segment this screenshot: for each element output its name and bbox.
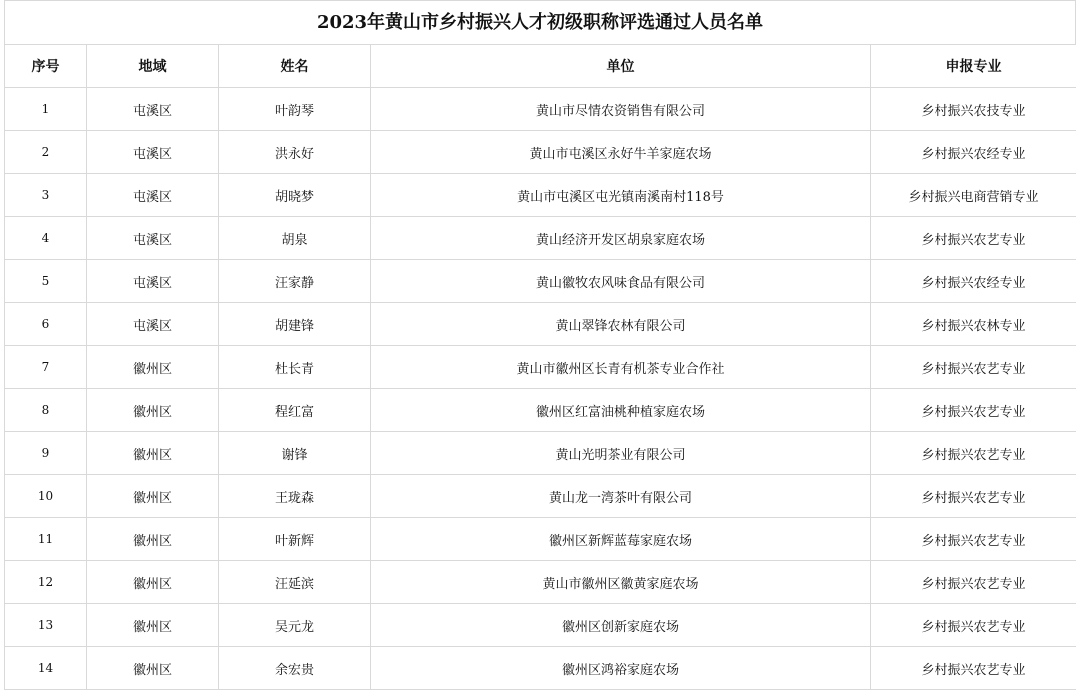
- cell-specialty: 乡村振兴农经专业: [871, 131, 1077, 174]
- cell-region: 徽州区: [87, 647, 219, 690]
- cell-index: 10: [5, 475, 87, 518]
- roster-table: [4, 44, 1076, 690]
- cell-name: 程红富: [219, 389, 371, 432]
- cell-name: 谢锋: [219, 432, 371, 475]
- cell-specialty: 乡村振兴农艺专业: [871, 346, 1077, 389]
- column-header-region: 地域: [87, 45, 219, 88]
- cell-name: 汪家静: [219, 260, 371, 303]
- cell-specialty: 乡村振兴农艺专业: [871, 217, 1077, 260]
- cell-index: 5: [5, 260, 87, 303]
- cell-region: 屯溪区: [87, 260, 219, 303]
- cell-specialty: 乡村振兴农技专业: [871, 88, 1077, 131]
- cell-region: 屯溪区: [87, 174, 219, 217]
- table-row: [5, 475, 1077, 518]
- cell-specialty: 乡村振兴农艺专业: [871, 561, 1077, 604]
- cell-region: 屯溪区: [87, 303, 219, 346]
- table-row: [5, 88, 1077, 131]
- cell-index: 1: [5, 88, 87, 131]
- table-row: [5, 217, 1077, 260]
- column-header-specialty: 申报专业: [871, 45, 1077, 88]
- cell-specialty: 乡村振兴农艺专业: [871, 518, 1077, 561]
- cell-region: 徽州区: [87, 346, 219, 389]
- table-row: [5, 432, 1077, 475]
- cell-region: 屯溪区: [87, 217, 219, 260]
- table-row: [5, 260, 1077, 303]
- page-title: 2023年黄山市乡村振兴人才初级职称评选通过人员名单: [4, 0, 1076, 44]
- cell-name: 杜长青: [219, 346, 371, 389]
- cell-name: 胡建锋: [219, 303, 371, 346]
- cell-specialty: 乡村振兴农林专业: [871, 303, 1077, 346]
- table-row: [5, 346, 1077, 389]
- cell-index: 4: [5, 217, 87, 260]
- cell-organization: 黄山经济开发区胡泉家庭农场: [371, 217, 871, 260]
- table-body: [5, 88, 1077, 690]
- cell-name: 王珑森: [219, 475, 371, 518]
- roster-sheet: [4, 0, 1076, 699]
- cell-organization: 黄山翠锋农林有限公司: [371, 303, 871, 346]
- cell-index: 8: [5, 389, 87, 432]
- cell-specialty: 乡村振兴农艺专业: [871, 432, 1077, 475]
- table-row: [5, 303, 1077, 346]
- cell-organization: 徽州区新辉蓝莓家庭农场: [371, 518, 871, 561]
- cell-region: 徽州区: [87, 561, 219, 604]
- cell-region: 屯溪区: [87, 88, 219, 131]
- cell-name: 汪延滨: [219, 561, 371, 604]
- cell-organization: 黄山市屯溪区永好牛羊家庭农场: [371, 131, 871, 174]
- header-row: [5, 45, 1077, 88]
- table-row: [5, 131, 1077, 174]
- cell-organization: 黄山市徽州区长青有机茶专业合作社: [371, 346, 871, 389]
- cell-index: 13: [5, 604, 87, 647]
- cell-region: 徽州区: [87, 432, 219, 475]
- table-row: [5, 561, 1077, 604]
- cell-index: 9: [5, 432, 87, 475]
- cell-specialty: 乡村振兴农经专业: [871, 260, 1077, 303]
- cell-name: 余宏贵: [219, 647, 371, 690]
- cell-organization: 黄山市徽州区徽黄家庭农场: [371, 561, 871, 604]
- cell-name: 胡晓梦: [219, 174, 371, 217]
- column-header-organization: 单位: [371, 45, 871, 88]
- cell-organization: 徽州区红富油桃种植家庭农场: [371, 389, 871, 432]
- cell-name: 叶韵琴: [219, 88, 371, 131]
- column-header-index: 序号: [5, 45, 87, 88]
- cell-organization: 黄山徽牧农风味食品有限公司: [371, 260, 871, 303]
- cell-index: 3: [5, 174, 87, 217]
- table-row: [5, 174, 1077, 217]
- cell-organization: 黄山市屯溪区屯光镇南溪南村118号: [371, 174, 871, 217]
- cell-organization: 黄山光明茶业有限公司: [371, 432, 871, 475]
- cell-name: 吴元龙: [219, 604, 371, 647]
- table-row: [5, 604, 1077, 647]
- cell-region: 徽州区: [87, 518, 219, 561]
- cell-region: 徽州区: [87, 604, 219, 647]
- cell-organization: 徽州区鸿裕家庭农场: [371, 647, 871, 690]
- cell-specialty: 乡村振兴农艺专业: [871, 604, 1077, 647]
- cell-organization: 黄山市尽情农资销售有限公司: [371, 88, 871, 131]
- cell-region: 徽州区: [87, 475, 219, 518]
- table-row: [5, 647, 1077, 690]
- cell-index: 11: [5, 518, 87, 561]
- cell-specialty: 乡村振兴电商营销专业: [871, 174, 1077, 217]
- table-row: [5, 518, 1077, 561]
- cell-index: 12: [5, 561, 87, 604]
- cell-name: 胡泉: [219, 217, 371, 260]
- cell-index: 2: [5, 131, 87, 174]
- cell-index: 7: [5, 346, 87, 389]
- cell-specialty: 乡村振兴农艺专业: [871, 389, 1077, 432]
- cell-specialty: 乡村振兴农艺专业: [871, 647, 1077, 690]
- cell-organization: 黄山龙一湾茶叶有限公司: [371, 475, 871, 518]
- table-row: [5, 389, 1077, 432]
- cell-index: 6: [5, 303, 87, 346]
- cell-specialty: 乡村振兴农艺专业: [871, 475, 1077, 518]
- cell-organization: 徽州区创新家庭农场: [371, 604, 871, 647]
- cell-name: 洪永好: [219, 131, 371, 174]
- column-header-name: 姓名: [219, 45, 371, 88]
- cell-region: 徽州区: [87, 389, 219, 432]
- cell-index: 14: [5, 647, 87, 690]
- cell-region: 屯溪区: [87, 131, 219, 174]
- cell-name: 叶新辉: [219, 518, 371, 561]
